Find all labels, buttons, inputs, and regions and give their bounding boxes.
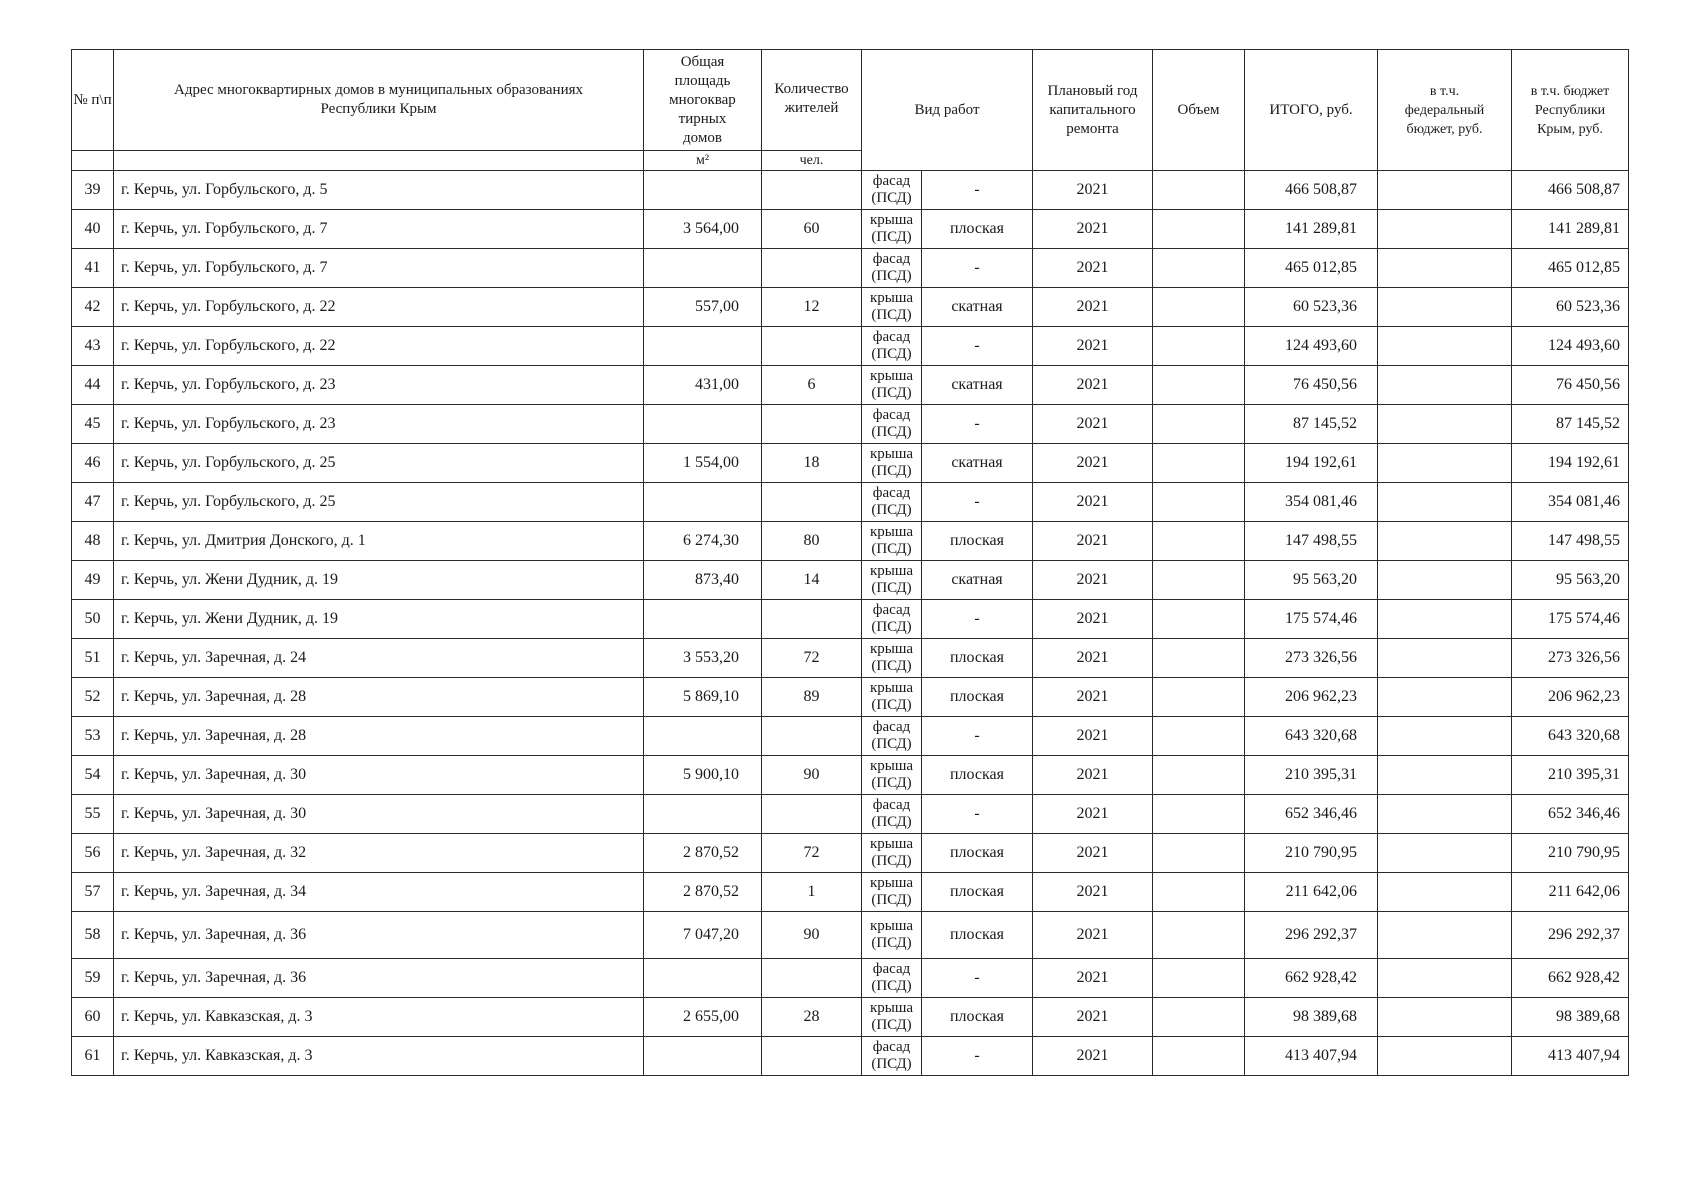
cell-federal-budget: [1378, 678, 1512, 717]
cell-residents: [762, 171, 862, 210]
cell-address: г. Керчь, ул. Горбульского, д. 22: [114, 327, 644, 366]
cell-planned-year: 2021: [1033, 639, 1153, 678]
cell-row-number: 53: [72, 717, 114, 756]
cell-planned-year: 2021: [1033, 717, 1153, 756]
cell-residents: [762, 405, 862, 444]
cell-roof-type: -: [922, 795, 1033, 834]
cell-work-type: фасад (ПСД): [862, 405, 922, 444]
cell-row-number: 39: [72, 171, 114, 210]
table-row: [72, 912, 1629, 959]
cell-federal-budget: [1378, 210, 1512, 249]
table-row: [72, 210, 1629, 249]
cell-roof-type: скатная: [922, 288, 1033, 327]
cell-planned-year: 2021: [1033, 561, 1153, 600]
header-volume: Объем: [1153, 50, 1245, 171]
cell-total-rub: 662 928,42: [1245, 959, 1378, 998]
cell-planned-year: 2021: [1033, 210, 1153, 249]
table-row: [72, 444, 1629, 483]
table-row: [72, 600, 1629, 639]
table-row: [72, 678, 1629, 717]
cell-total-area: [644, 405, 762, 444]
cell-total-area: [644, 483, 762, 522]
cell-planned-year: 2021: [1033, 678, 1153, 717]
table-row: [72, 959, 1629, 998]
cell-address: г. Керчь, ул. Кавказская, д. 3: [114, 1037, 644, 1076]
cell-volume: [1153, 210, 1245, 249]
table-row: [72, 522, 1629, 561]
cell-regional-budget: 211 642,06: [1512, 873, 1629, 912]
cell-work-type: фасад (ПСД): [862, 171, 922, 210]
table-row: [72, 288, 1629, 327]
cell-total-area: [644, 795, 762, 834]
cell-federal-budget: [1378, 288, 1512, 327]
cell-planned-year: 2021: [1033, 912, 1153, 959]
cell-row-number: 49: [72, 561, 114, 600]
cell-residents: 12: [762, 288, 862, 327]
cell-volume: [1153, 959, 1245, 998]
cell-volume: [1153, 998, 1245, 1037]
header-num-unit: [72, 151, 114, 171]
cell-roof-type: плоская: [922, 873, 1033, 912]
cell-row-number: 57: [72, 873, 114, 912]
cell-total-area: 3 553,20: [644, 639, 762, 678]
cell-total-rub: 210 790,95: [1245, 834, 1378, 873]
cell-volume: [1153, 327, 1245, 366]
cell-planned-year: 2021: [1033, 959, 1153, 998]
table-header: [72, 50, 1629, 171]
cell-federal-budget: [1378, 912, 1512, 959]
table-row: [72, 1037, 1629, 1076]
cell-residents: [762, 483, 862, 522]
table-row: [72, 483, 1629, 522]
cell-total-area: 5 869,10: [644, 678, 762, 717]
cell-federal-budget: [1378, 327, 1512, 366]
cell-roof-type: плоская: [922, 639, 1033, 678]
cell-address: г. Керчь, ул. Горбульского, д. 7: [114, 210, 644, 249]
cell-volume: [1153, 522, 1245, 561]
cell-regional-budget: 194 192,61: [1512, 444, 1629, 483]
cell-row-number: 44: [72, 366, 114, 405]
capital-repair-table-sheet: [71, 49, 1628, 1076]
cell-total-area: 557,00: [644, 288, 762, 327]
cell-total-rub: 60 523,36: [1245, 288, 1378, 327]
cell-planned-year: 2021: [1033, 873, 1153, 912]
cell-volume: [1153, 483, 1245, 522]
cell-row-number: 47: [72, 483, 114, 522]
cell-total-area: [644, 717, 762, 756]
cell-planned-year: 2021: [1033, 795, 1153, 834]
cell-row-number: 59: [72, 959, 114, 998]
cell-row-number: 58: [72, 912, 114, 959]
cell-roof-type: плоская: [922, 756, 1033, 795]
cell-address: г. Керчь, ул. Горбульского, д. 7: [114, 249, 644, 288]
cell-total-rub: 87 145,52: [1245, 405, 1378, 444]
cell-total-rub: 95 563,20: [1245, 561, 1378, 600]
cell-address: г. Керчь, ул. Заречная, д. 30: [114, 756, 644, 795]
header-address: Адрес многоквартирных домов в муниципальных образованиях Республики Крым: [114, 50, 644, 151]
cell-total-rub: 296 292,37: [1245, 912, 1378, 959]
cell-total-area: 3 564,00: [644, 210, 762, 249]
header-num: № п\п: [72, 50, 114, 151]
cell-planned-year: 2021: [1033, 366, 1153, 405]
cell-row-number: 48: [72, 522, 114, 561]
table-row: [72, 873, 1629, 912]
cell-volume: [1153, 717, 1245, 756]
cell-residents: [762, 795, 862, 834]
cell-row-number: 51: [72, 639, 114, 678]
cell-volume: [1153, 171, 1245, 210]
cell-total-rub: 76 450,56: [1245, 366, 1378, 405]
cell-total-area: [644, 171, 762, 210]
cell-roof-type: скатная: [922, 366, 1033, 405]
cell-planned-year: 2021: [1033, 600, 1153, 639]
cell-address: г. Керчь, ул. Горбульского, д. 25: [114, 444, 644, 483]
cell-regional-budget: 652 346,46: [1512, 795, 1629, 834]
cell-address: г. Керчь, ул. Горбульского, д. 5: [114, 171, 644, 210]
table-row: [72, 171, 1629, 210]
cell-roof-type: скатная: [922, 444, 1033, 483]
cell-regional-budget: 95 563,20: [1512, 561, 1629, 600]
cell-regional-budget: 141 289,81: [1512, 210, 1629, 249]
cell-federal-budget: [1378, 600, 1512, 639]
cell-total-area: [644, 959, 762, 998]
cell-roof-type: -: [922, 717, 1033, 756]
cell-work-type: крыша (ПСД): [862, 444, 922, 483]
cell-roof-type: -: [922, 1037, 1033, 1076]
cell-roof-type: -: [922, 249, 1033, 288]
cell-volume: [1153, 678, 1245, 717]
cell-address: г. Керчь, ул. Кавказская, д. 3: [114, 998, 644, 1037]
cell-work-type: фасад (ПСД): [862, 327, 922, 366]
cell-work-type: крыша (ПСД): [862, 998, 922, 1037]
cell-work-type: крыша (ПСД): [862, 639, 922, 678]
cell-residents: [762, 717, 862, 756]
cell-address: г. Керчь, ул. Заречная, д. 36: [114, 959, 644, 998]
cell-roof-type: -: [922, 959, 1033, 998]
cell-roof-type: плоская: [922, 522, 1033, 561]
cell-regional-budget: 175 574,46: [1512, 600, 1629, 639]
cell-address: г. Керчь, ул. Заречная, д. 28: [114, 678, 644, 717]
table-row: [72, 366, 1629, 405]
header-area: Общая площадь многоквар тирных домов: [644, 50, 762, 151]
cell-roof-type: -: [922, 327, 1033, 366]
cell-roof-type: плоская: [922, 210, 1033, 249]
cell-row-number: 46: [72, 444, 114, 483]
cell-total-rub: 206 962,23: [1245, 678, 1378, 717]
cell-regional-budget: 206 962,23: [1512, 678, 1629, 717]
cell-federal-budget: [1378, 1037, 1512, 1076]
cell-federal-budget: [1378, 366, 1512, 405]
cell-planned-year: 2021: [1033, 1037, 1153, 1076]
cell-roof-type: -: [922, 405, 1033, 444]
cell-address: г. Керчь, ул. Горбульского, д. 23: [114, 405, 644, 444]
cell-work-type: крыша (ПСД): [862, 873, 922, 912]
cell-work-type: фасад (ПСД): [862, 600, 922, 639]
cell-federal-budget: [1378, 959, 1512, 998]
cell-planned-year: 2021: [1033, 171, 1153, 210]
cell-address: г. Керчь, ул. Заречная, д. 32: [114, 834, 644, 873]
cell-residents: 28: [762, 998, 862, 1037]
cell-total-area: 5 900,10: [644, 756, 762, 795]
cell-regional-budget: 662 928,42: [1512, 959, 1629, 998]
cell-regional-budget: 76 450,56: [1512, 366, 1629, 405]
cell-address: г. Керчь, ул. Заречная, д. 28: [114, 717, 644, 756]
header-regional: в т.ч. бюджет Республики Крым, руб.: [1512, 50, 1629, 171]
cell-total-area: 2 870,52: [644, 873, 762, 912]
unit-people: чел.: [762, 151, 862, 171]
cell-roof-type: плоская: [922, 912, 1033, 959]
cell-planned-year: 2021: [1033, 405, 1153, 444]
cell-residents: [762, 959, 862, 998]
cell-address: г. Керчь, ул. Заречная, д. 34: [114, 873, 644, 912]
header-residents: Количество жителей: [762, 50, 862, 151]
cell-federal-budget: [1378, 561, 1512, 600]
cell-federal-budget: [1378, 795, 1512, 834]
cell-volume: [1153, 366, 1245, 405]
cell-total-area: [644, 327, 762, 366]
cell-roof-type: -: [922, 600, 1033, 639]
cell-residents: 72: [762, 639, 862, 678]
table-row: [72, 249, 1629, 288]
cell-federal-budget: [1378, 834, 1512, 873]
cell-address: г. Керчь, ул. Заречная, д. 30: [114, 795, 644, 834]
cell-volume: [1153, 1037, 1245, 1076]
cell-planned-year: 2021: [1033, 444, 1153, 483]
table-row: [72, 756, 1629, 795]
cell-work-type: фасад (ПСД): [862, 1037, 922, 1076]
cell-residents: 90: [762, 912, 862, 959]
cell-volume: [1153, 600, 1245, 639]
cell-residents: 89: [762, 678, 862, 717]
header-year: Плановый год капитального ремонта: [1033, 50, 1153, 171]
cell-federal-budget: [1378, 249, 1512, 288]
cell-total-rub: 175 574,46: [1245, 600, 1378, 639]
cell-regional-budget: 466 508,87: [1512, 171, 1629, 210]
header-federal: в т.ч. федеральный бюджет, руб.: [1378, 50, 1512, 171]
cell-planned-year: 2021: [1033, 288, 1153, 327]
cell-total-rub: 643 320,68: [1245, 717, 1378, 756]
cell-row-number: 60: [72, 998, 114, 1037]
cell-work-type: фасад (ПСД): [862, 959, 922, 998]
cell-residents: 90: [762, 756, 862, 795]
table-row: [72, 717, 1629, 756]
header-total: ИТОГО, руб.: [1245, 50, 1378, 171]
cell-regional-budget: 273 326,56: [1512, 639, 1629, 678]
unit-square-meters: м²: [644, 151, 762, 171]
cell-row-number: 41: [72, 249, 114, 288]
cell-total-area: [644, 249, 762, 288]
cell-total-rub: 466 508,87: [1245, 171, 1378, 210]
cell-roof-type: скатная: [922, 561, 1033, 600]
cell-row-number: 55: [72, 795, 114, 834]
cell-roof-type: -: [922, 171, 1033, 210]
cell-residents: [762, 327, 862, 366]
cell-residents: [762, 600, 862, 639]
cell-regional-budget: 210 790,95: [1512, 834, 1629, 873]
cell-work-type: фасад (ПСД): [862, 795, 922, 834]
cell-regional-budget: 465 012,85: [1512, 249, 1629, 288]
cell-residents: 14: [762, 561, 862, 600]
cell-residents: 1: [762, 873, 862, 912]
cell-roof-type: плоская: [922, 998, 1033, 1037]
cell-volume: [1153, 756, 1245, 795]
cell-work-type: крыша (ПСД): [862, 756, 922, 795]
cell-residents: 72: [762, 834, 862, 873]
cell-address: г. Керчь, ул. Дмитрия Донского, д. 1: [114, 522, 644, 561]
header-address-unit: [114, 151, 644, 171]
cell-row-number: 54: [72, 756, 114, 795]
cell-federal-budget: [1378, 873, 1512, 912]
cell-planned-year: 2021: [1033, 327, 1153, 366]
cell-volume: [1153, 873, 1245, 912]
cell-row-number: 50: [72, 600, 114, 639]
cell-volume: [1153, 444, 1245, 483]
cell-row-number: 42: [72, 288, 114, 327]
cell-total-area: 1 554,00: [644, 444, 762, 483]
cell-address: г. Керчь, ул. Заречная, д. 24: [114, 639, 644, 678]
cell-total-rub: 211 642,06: [1245, 873, 1378, 912]
cell-total-rub: 273 326,56: [1245, 639, 1378, 678]
table-body: [72, 171, 1629, 1076]
cell-row-number: 40: [72, 210, 114, 249]
cell-regional-budget: 147 498,55: [1512, 522, 1629, 561]
cell-residents: 18: [762, 444, 862, 483]
cell-row-number: 45: [72, 405, 114, 444]
table-row: [72, 405, 1629, 444]
cell-work-type: фасад (ПСД): [862, 483, 922, 522]
cell-total-rub: 465 012,85: [1245, 249, 1378, 288]
cell-residents: 60: [762, 210, 862, 249]
cell-total-area: 6 274,30: [644, 522, 762, 561]
cell-regional-budget: 124 493,60: [1512, 327, 1629, 366]
table-row: [72, 795, 1629, 834]
cell-work-type: крыша (ПСД): [862, 834, 922, 873]
cell-planned-year: 2021: [1033, 998, 1153, 1037]
cell-regional-budget: 413 407,94: [1512, 1037, 1629, 1076]
cell-work-type: крыша (ПСД): [862, 912, 922, 959]
cell-total-area: [644, 1037, 762, 1076]
cell-total-rub: 194 192,61: [1245, 444, 1378, 483]
cell-volume: [1153, 288, 1245, 327]
cell-volume: [1153, 912, 1245, 959]
cell-residents: 80: [762, 522, 862, 561]
cell-planned-year: 2021: [1033, 834, 1153, 873]
cell-volume: [1153, 405, 1245, 444]
cell-federal-budget: [1378, 483, 1512, 522]
cell-row-number: 56: [72, 834, 114, 873]
cell-roof-type: -: [922, 483, 1033, 522]
cell-total-rub: 413 407,94: [1245, 1037, 1378, 1076]
cell-federal-budget: [1378, 444, 1512, 483]
cell-work-type: крыша (ПСД): [862, 366, 922, 405]
cell-federal-budget: [1378, 998, 1512, 1037]
cell-total-rub: 652 346,46: [1245, 795, 1378, 834]
cell-federal-budget: [1378, 717, 1512, 756]
cell-total-area: 2 870,52: [644, 834, 762, 873]
cell-federal-budget: [1378, 639, 1512, 678]
cell-planned-year: 2021: [1033, 483, 1153, 522]
cell-address: г. Керчь, ул. Жени Дудник, д. 19: [114, 561, 644, 600]
table-row: [72, 639, 1629, 678]
cell-residents: [762, 249, 862, 288]
cell-regional-budget: 296 292,37: [1512, 912, 1629, 959]
cell-total-area: 7 047,20: [644, 912, 762, 959]
cell-volume: [1153, 639, 1245, 678]
cell-work-type: крыша (ПСД): [862, 522, 922, 561]
cell-federal-budget: [1378, 405, 1512, 444]
cell-roof-type: плоская: [922, 678, 1033, 717]
cell-regional-budget: 643 320,68: [1512, 717, 1629, 756]
cell-work-type: фасад (ПСД): [862, 249, 922, 288]
cell-volume: [1153, 795, 1245, 834]
cell-residents: 6: [762, 366, 862, 405]
cell-row-number: 43: [72, 327, 114, 366]
cell-federal-budget: [1378, 756, 1512, 795]
cell-regional-budget: 60 523,36: [1512, 288, 1629, 327]
cell-work-type: крыша (ПСД): [862, 561, 922, 600]
cell-row-number: 61: [72, 1037, 114, 1076]
cell-address: г. Керчь, ул. Горбульского, д. 23: [114, 366, 644, 405]
cell-work-type: крыша (ПСД): [862, 678, 922, 717]
cell-residents: [762, 1037, 862, 1076]
cell-volume: [1153, 834, 1245, 873]
cell-total-area: 431,00: [644, 366, 762, 405]
cell-total-rub: 98 389,68: [1245, 998, 1378, 1037]
table-row: [72, 998, 1629, 1037]
cell-volume: [1153, 249, 1245, 288]
cell-total-rub: 141 289,81: [1245, 210, 1378, 249]
cell-total-area: 2 655,00: [644, 998, 762, 1037]
cell-planned-year: 2021: [1033, 249, 1153, 288]
cell-work-type: крыша (ПСД): [862, 288, 922, 327]
cell-total-area: 873,40: [644, 561, 762, 600]
cell-address: г. Керчь, ул. Заречная, д. 36: [114, 912, 644, 959]
cell-work-type: фасад (ПСД): [862, 717, 922, 756]
cell-total-rub: 147 498,55: [1245, 522, 1378, 561]
table-row: [72, 327, 1629, 366]
cell-planned-year: 2021: [1033, 756, 1153, 795]
cell-address: г. Керчь, ул. Жени Дудник, д. 19: [114, 600, 644, 639]
capital-repair-table: [71, 49, 1629, 1076]
cell-federal-budget: [1378, 171, 1512, 210]
cell-address: г. Керчь, ул. Горбульского, д. 25: [114, 483, 644, 522]
cell-regional-budget: 354 081,46: [1512, 483, 1629, 522]
cell-address: г. Керчь, ул. Горбульского, д. 22: [114, 288, 644, 327]
cell-work-type: крыша (ПСД): [862, 210, 922, 249]
cell-planned-year: 2021: [1033, 522, 1153, 561]
cell-federal-budget: [1378, 522, 1512, 561]
header-work-type: Вид работ: [862, 50, 1033, 171]
cell-volume: [1153, 561, 1245, 600]
table-row: [72, 834, 1629, 873]
cell-roof-type: плоская: [922, 834, 1033, 873]
cell-regional-budget: 210 395,31: [1512, 756, 1629, 795]
cell-regional-budget: 98 389,68: [1512, 998, 1629, 1037]
cell-total-rub: 210 395,31: [1245, 756, 1378, 795]
cell-total-rub: 124 493,60: [1245, 327, 1378, 366]
table-row: [72, 561, 1629, 600]
cell-total-rub: 354 081,46: [1245, 483, 1378, 522]
cell-total-area: [644, 600, 762, 639]
cell-row-number: 52: [72, 678, 114, 717]
cell-regional-budget: 87 145,52: [1512, 405, 1629, 444]
